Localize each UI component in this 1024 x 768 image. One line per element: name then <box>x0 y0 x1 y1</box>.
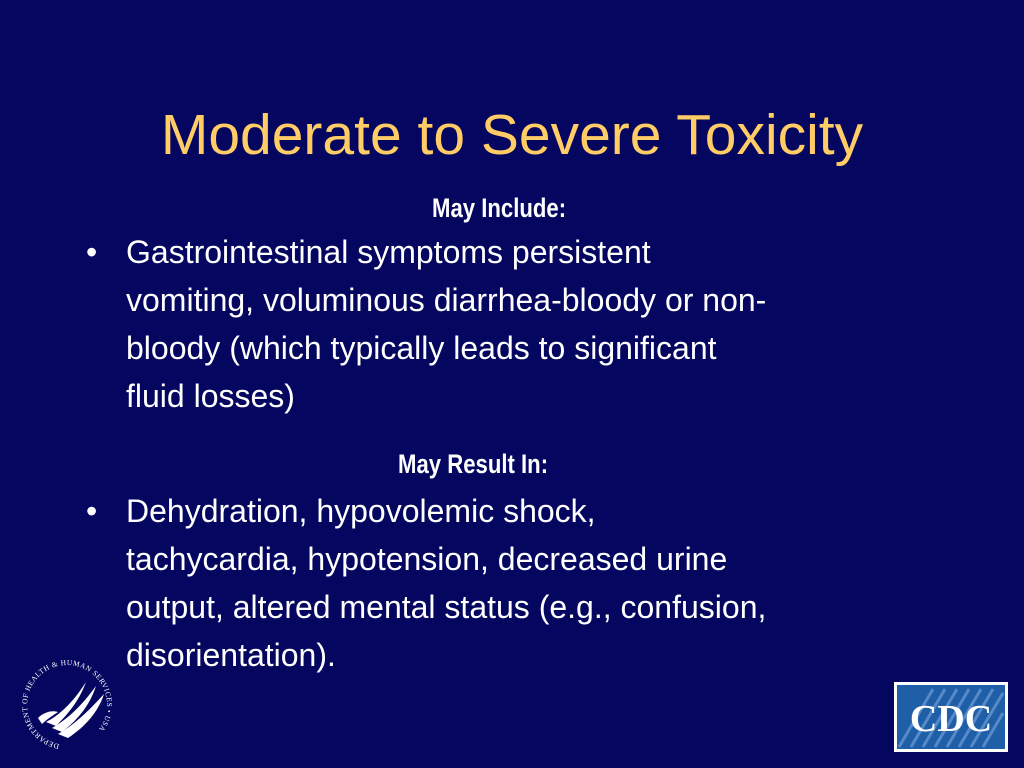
bullet-line: bloody (which typically leads to significant <box>126 330 717 366</box>
bullet-text <box>126 228 946 420</box>
bullet-line: tachycardia, hypotension, decreased urine <box>126 541 728 577</box>
section-heading-may-include: May Include: <box>432 193 567 223</box>
section-heading-may-result-in: May Result In: <box>398 449 549 479</box>
bullet-line: fluid losses) <box>126 378 295 414</box>
bullet-line: disorientation). <box>126 637 336 673</box>
cdc-logo-text: CDC <box>909 698 993 740</box>
bullet-line: Dehydration, hypovolemic shock, <box>126 493 596 529</box>
bullet-dot: • <box>86 234 98 270</box>
bullet-item <box>86 228 946 420</box>
cdc-logo-icon <box>893 681 1009 753</box>
bullet-line: vomiting, voluminous diarrhea-bloody or non- <box>126 282 767 318</box>
slide-title: Moderate to Severe Toxicity <box>160 103 864 167</box>
bullet-line: Gastrointestinal symptoms persistent <box>126 234 651 270</box>
bullet-item <box>86 487 946 679</box>
bullet-text <box>126 487 946 679</box>
bullet-dot: • <box>86 493 98 529</box>
hhs-eagle-seal-icon <box>12 652 122 758</box>
bullet-line: output, altered mental status (e.g., confusion, <box>126 589 767 625</box>
hhs-ring-text: DEPARTMENT OF HEALTH & HUMAN SERVICES • USA <box>19 657 115 752</box>
